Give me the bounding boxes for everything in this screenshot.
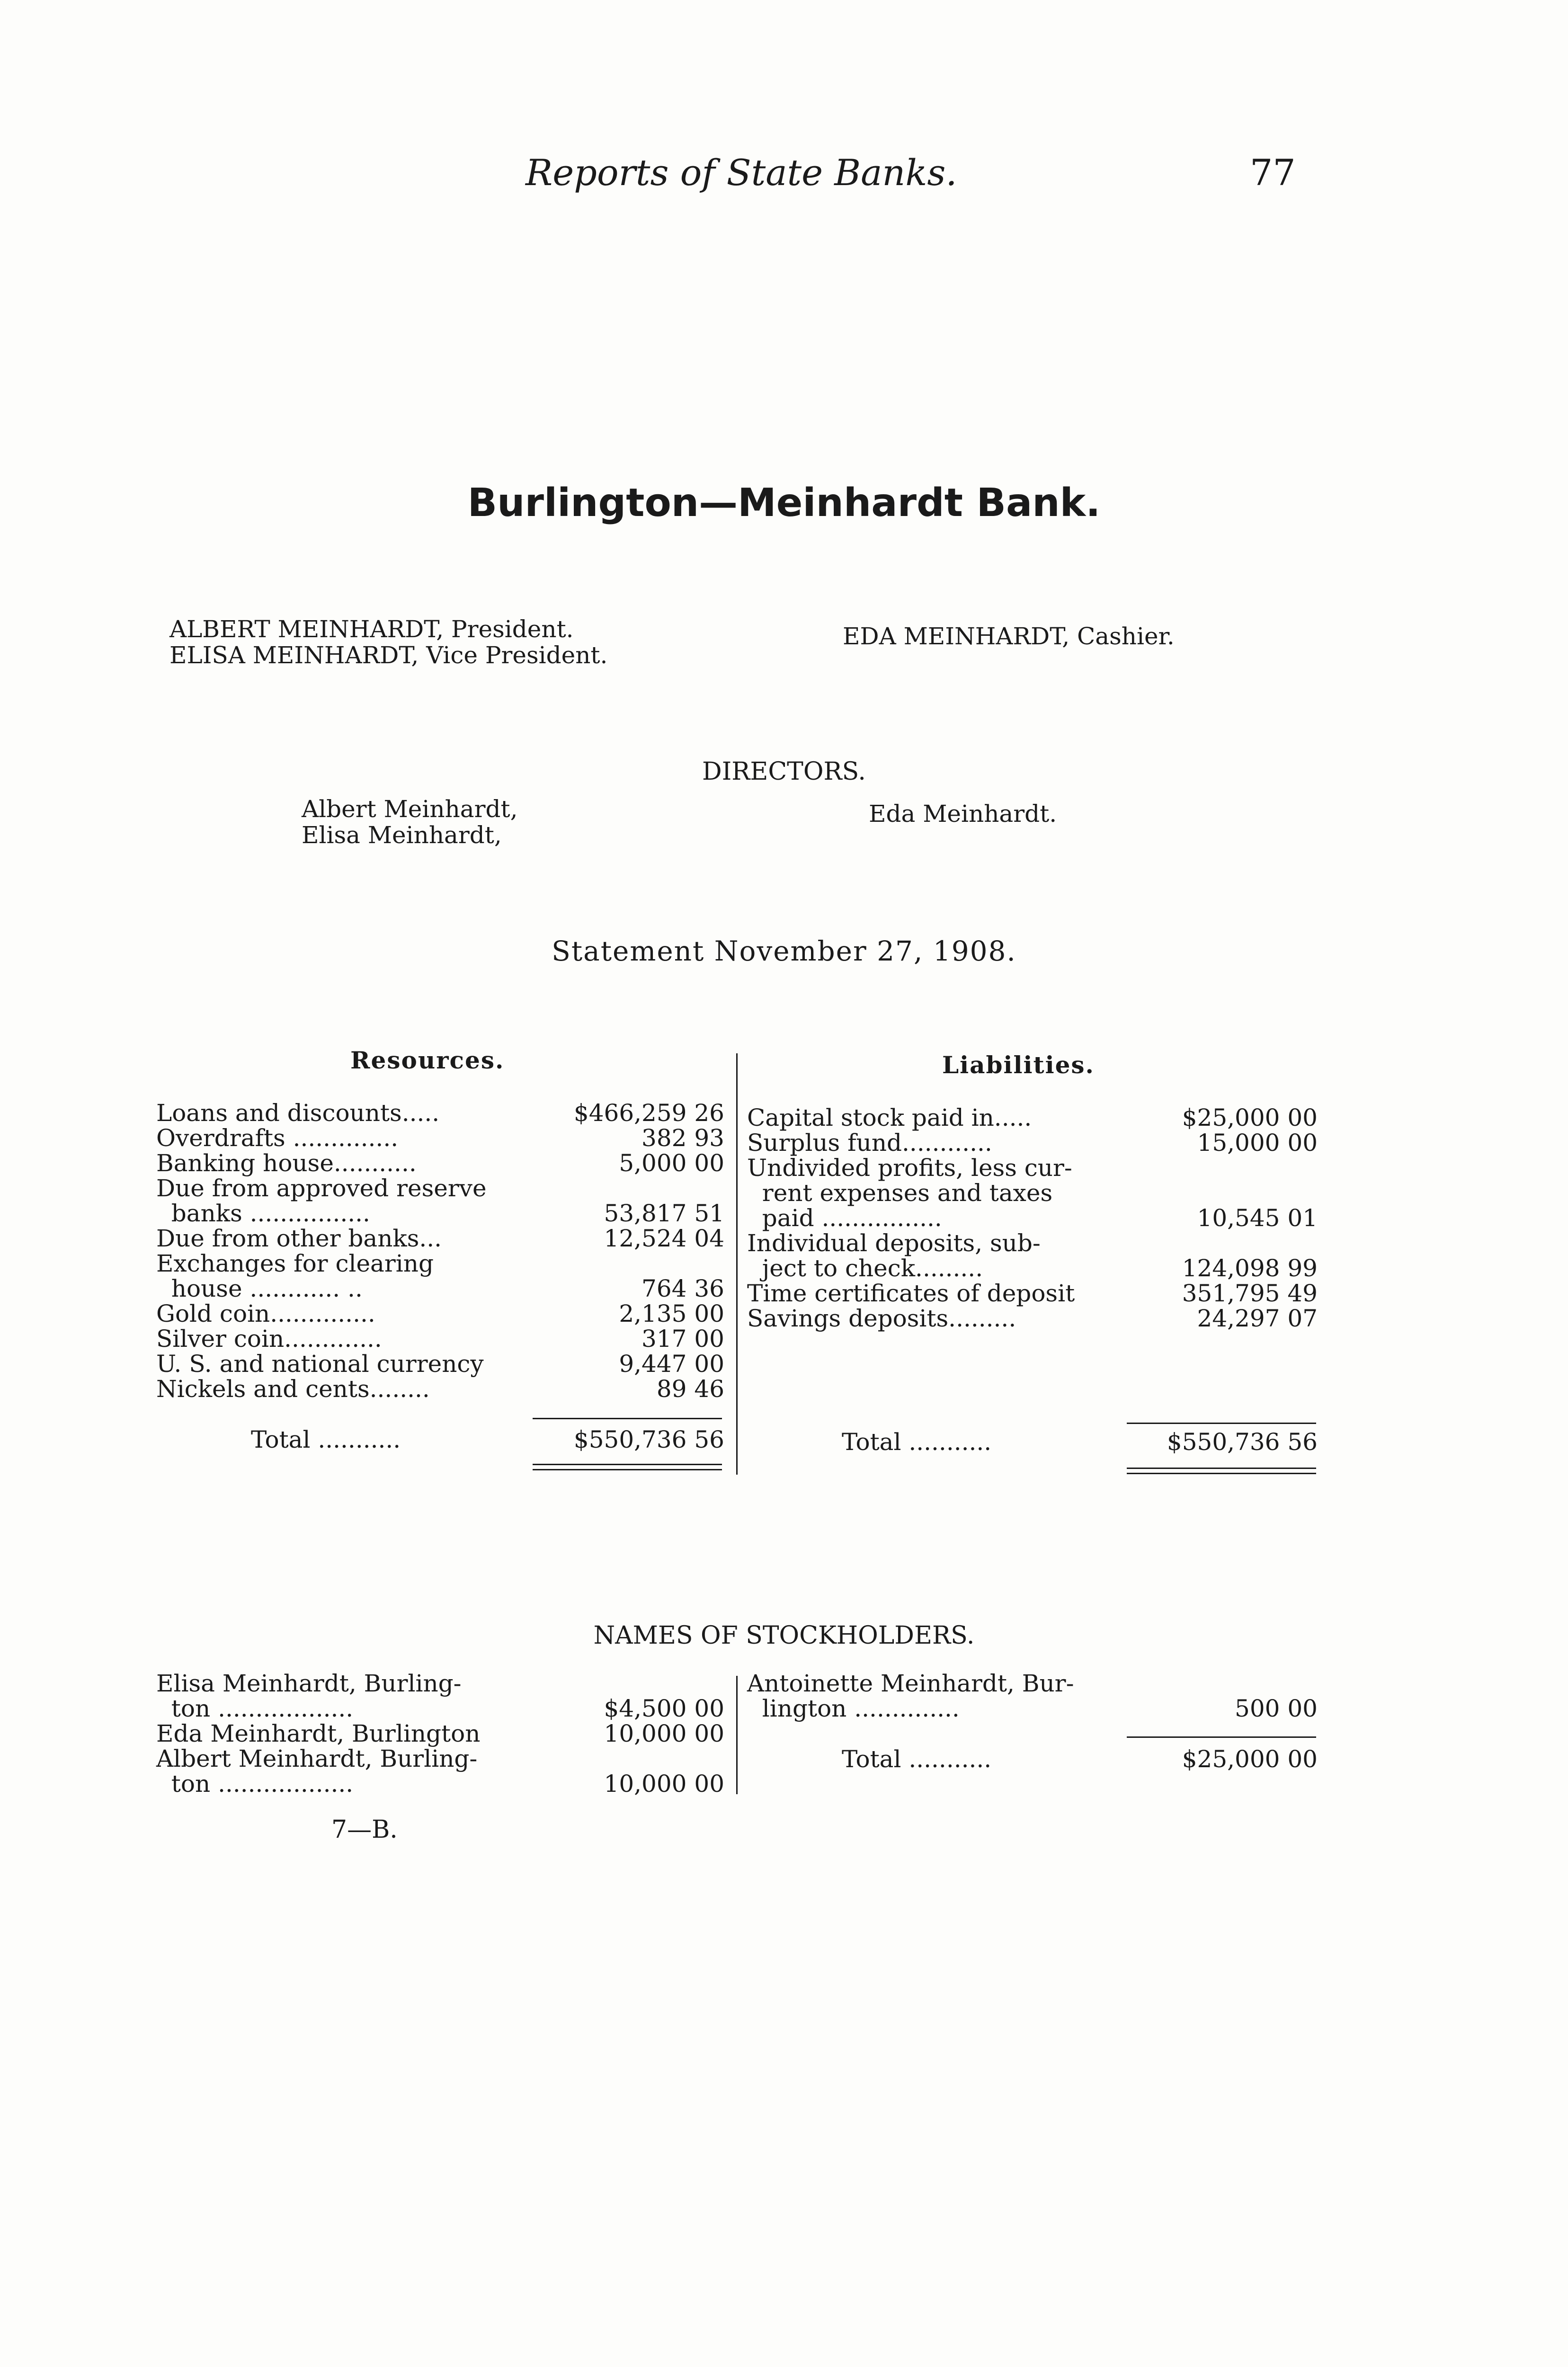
stockholder-amount: 500 00 xyxy=(1235,1695,1318,1722)
liabilities-total-label: Total ........... xyxy=(842,1428,992,1456)
stockholder-label: lington .............. xyxy=(747,1695,960,1722)
stockholder-amount: 10,000 00 xyxy=(604,1720,724,1747)
row-amount: $466,259 26 xyxy=(573,1099,724,1127)
director-left-2: Elisa Meinhardt, xyxy=(302,821,502,849)
row-label: Silver coin............. xyxy=(156,1325,382,1353)
row-label: paid ................ xyxy=(747,1204,942,1232)
row-label: Loans and discounts..... xyxy=(156,1099,440,1127)
row-label: banks ................ xyxy=(156,1200,370,1227)
directors-heading: DIRECTORS. xyxy=(702,757,866,786)
stockholders-total-amount: $25,000 00 xyxy=(1182,1745,1318,1773)
liabilities-table xyxy=(747,1105,1318,1342)
liabilities-total-amount: $550,736 56 xyxy=(1167,1428,1318,1456)
stockholder-amount: 10,000 00 xyxy=(604,1770,724,1797)
statement-title: Statement November 27, 1908. xyxy=(552,935,1016,967)
row-label: rent expenses and taxes xyxy=(747,1179,1053,1207)
resources-double-rule xyxy=(533,1464,722,1470)
stockholders-total-label: Total ........... xyxy=(842,1745,992,1773)
row-amount: 382 93 xyxy=(641,1124,724,1152)
stockholder-label: Antoinette Meinhardt, Bur- xyxy=(747,1670,1074,1697)
row-label: Time certificates of deposit xyxy=(747,1280,1075,1307)
row-label: U. S. and national currency xyxy=(156,1350,484,1378)
row-label: Individual deposits, sub- xyxy=(747,1229,1041,1257)
row-label: ject to check......... xyxy=(747,1255,983,1282)
row-amount: 5,000 00 xyxy=(619,1149,724,1177)
row-label: Capital stock paid in..... xyxy=(747,1104,1032,1131)
stockholders-column-divider xyxy=(736,1676,738,1794)
stockholders-left xyxy=(156,1671,724,1799)
row-label: Gold coin.............. xyxy=(156,1300,375,1327)
statement-column-divider xyxy=(736,1053,738,1475)
row-amount: 12,524 04 xyxy=(604,1225,724,1252)
page-number: 77 xyxy=(1250,151,1296,194)
resources-sum-rule xyxy=(533,1418,722,1419)
running-title: Reports of State Banks. xyxy=(526,151,957,194)
stockholders-heading: NAMES OF STOCKHOLDERS. xyxy=(593,1621,975,1650)
row-amount: 124,098 99 xyxy=(1182,1255,1318,1282)
row-amount: 764 36 xyxy=(641,1275,724,1302)
director-left-1: Albert Meinhardt, xyxy=(302,795,518,823)
row-label: Savings deposits......... xyxy=(747,1305,1016,1332)
row-label: Undivided profits, less cur- xyxy=(747,1154,1072,1182)
row-amount: 9,447 00 xyxy=(619,1350,724,1378)
director-right-1: Eda Meinhardt. xyxy=(869,800,1057,828)
row-amount: 53,817 51 xyxy=(604,1200,724,1227)
vice-president: ELISA MEINHARDT, Vice President. xyxy=(169,641,608,669)
resources-total-label: Total ........... xyxy=(251,1426,401,1453)
stockholders-right xyxy=(747,1671,1318,1723)
row-label: Nickels and cents........ xyxy=(156,1375,430,1403)
signature-mark: 7—B. xyxy=(331,1815,398,1844)
liabilities-sum-rule xyxy=(1127,1423,1316,1424)
row-label: Due from approved reserve xyxy=(156,1175,487,1202)
row-amount: 24,297 07 xyxy=(1197,1305,1318,1332)
president: ALBERT MEINHARDT, President. xyxy=(169,615,574,643)
row-amount: $25,000 00 xyxy=(1182,1104,1318,1131)
resources-table xyxy=(156,1101,724,1432)
stockholder-label: ton .................. xyxy=(156,1770,354,1797)
row-amount: 317 00 xyxy=(641,1325,724,1353)
row-label: Due from other banks... xyxy=(156,1225,442,1252)
row-amount: 10,545 01 xyxy=(1197,1204,1318,1232)
row-label: Surplus fund............ xyxy=(747,1129,992,1157)
stockholder-amount: $4,500 00 xyxy=(604,1695,724,1722)
row-label: Overdrafts .............. xyxy=(156,1124,399,1152)
row-label: Banking house........... xyxy=(156,1149,417,1177)
resources-total-amount: $550,736 56 xyxy=(573,1426,724,1453)
stockholders-sum-rule xyxy=(1127,1736,1316,1738)
bank-title: Burlington—Meinhardt Bank. xyxy=(467,481,1101,525)
row-amount: 89 46 xyxy=(656,1375,724,1403)
row-amount: 15,000 00 xyxy=(1197,1129,1318,1157)
cashier: EDA MEINHARDT, Cashier. xyxy=(843,623,1175,650)
stockholder-label: ton .................. xyxy=(156,1695,354,1722)
stockholder-label: Eda Meinhardt, Burlington xyxy=(156,1720,481,1747)
row-label: Exchanges for clearing xyxy=(156,1250,434,1277)
liabilities-heading: Liabilities. xyxy=(942,1051,1095,1079)
stockholder-label: Elisa Meinhardt, Burling- xyxy=(156,1670,462,1697)
row-amount: 351,795 49 xyxy=(1182,1280,1318,1307)
liabilities-double-rule xyxy=(1127,1468,1316,1474)
stockholder-label: Albert Meinhardt, Burling- xyxy=(156,1745,478,1772)
row-label: house ............ .. xyxy=(156,1275,363,1302)
row-amount: 2,135 00 xyxy=(619,1300,724,1327)
resources-heading: Resources. xyxy=(350,1046,505,1074)
